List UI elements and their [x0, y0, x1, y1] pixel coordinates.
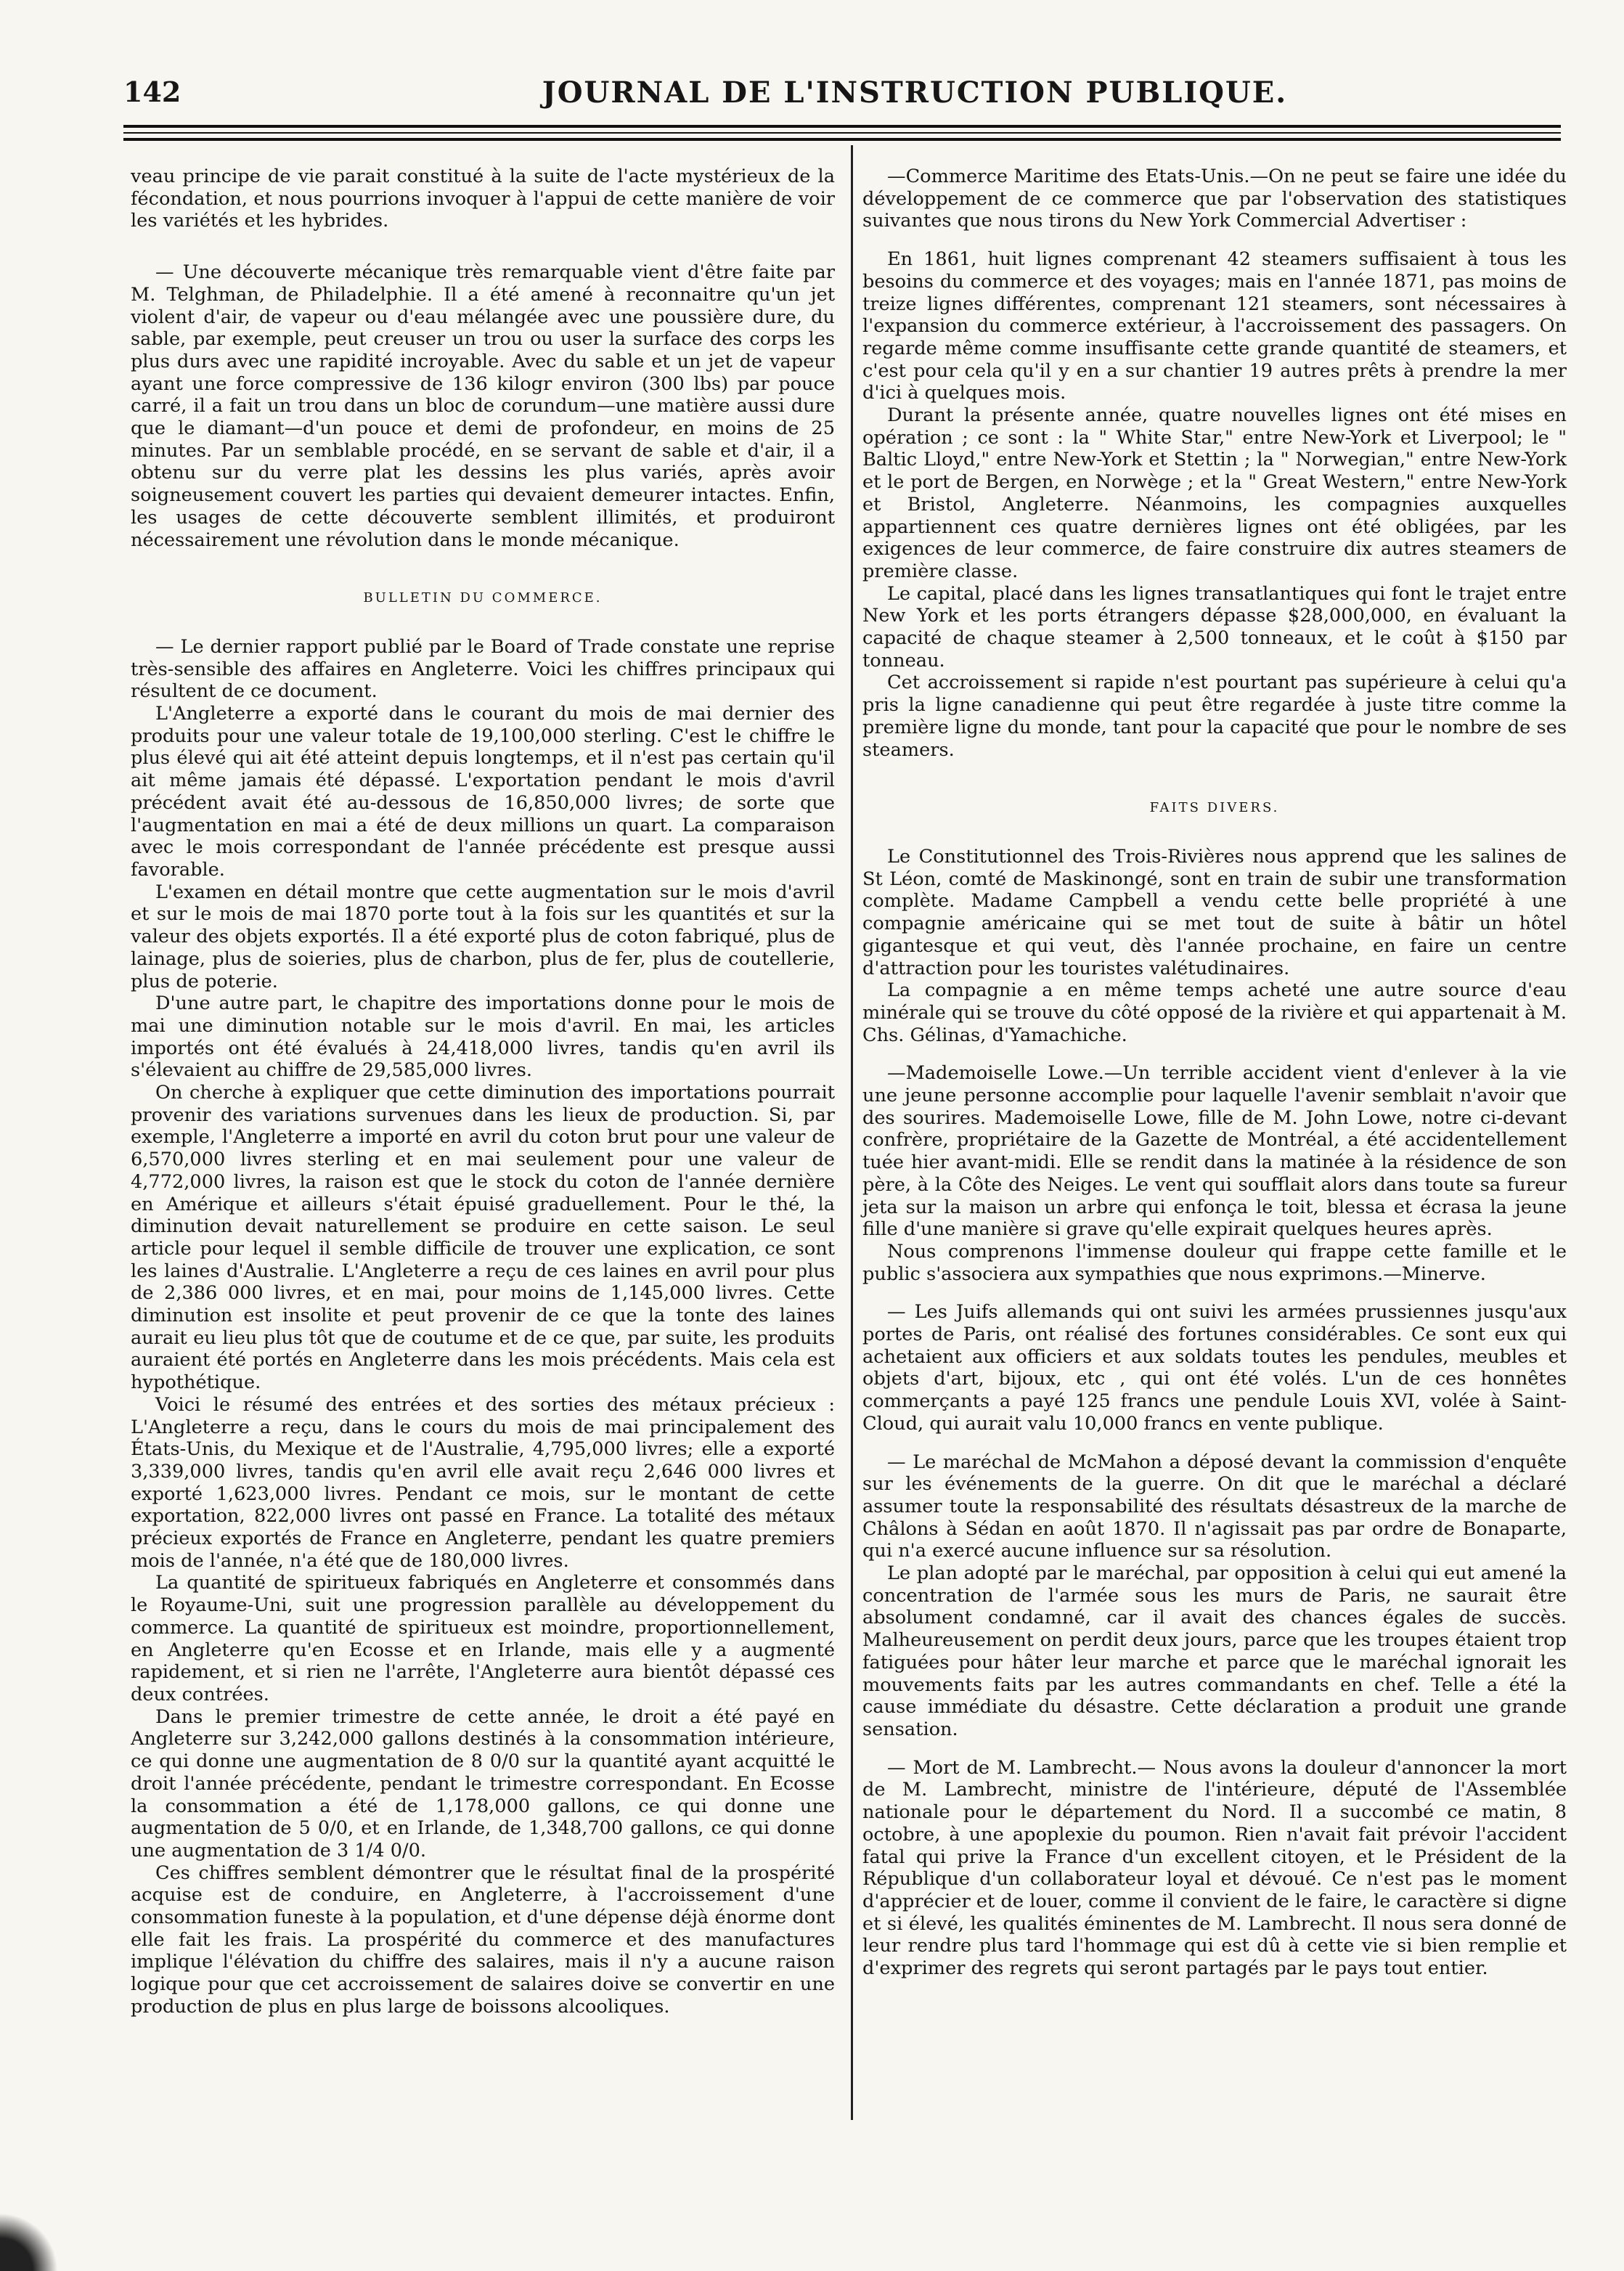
paragraph: Le Constitutionnel des Trois-Rivières nous apprend que les salines de St Léon, comté de Maskinongé, sont en train de subir une transformation complète. Madame Campbell a vendu cette belle propriété à une compagnie américaine qui se met tout de suite à bâtir un hôtel gigantesque et qui veut, dès l'année prochaine, en faire un centre d'attraction pour les touristes valétudinaires.	[862, 845, 1567, 979]
page-number: 142	[123, 76, 181, 108]
paragraph: Dans le premier trimestre de cette année, le droit a été payé en Angleterre sur 3,242,000 gallons destinés à la consommation intérieure, ce qui donne une augmentation de 8 0/0 sur la quantité ayant acquitté le droit l'année précédente, pendant le trimestre correspondant. En Ecosse la consommation a été de 1,178,000 gallons, ce qui donne une augmentation de 5 0/0, et en Irlande, de 1,348,700 gallons, ce qui donne une augmentation de 3 1/4 0/0.	[131, 1705, 835, 1862]
journal-title: JOURNAL DE L'INSTRUCTION PUBLIQUE.	[542, 76, 1288, 110]
paragraph: Le capital, placé dans les lignes transatlantiques qui font le trajet entre New York et les ports étrangers dépasse $28,000,000, en évaluant la capacité de chaque steamer à 2,500 tonneaux, et le coût à $150 par tonneau.	[862, 582, 1567, 672]
paragraph: — Le maréchal de McMahon a déposé devant la commission d'enquête sur les événements de la guerre. On dit que le maréchal a déclaré assumer toute la responsabilité des résultats désastreux de la marche de Châlons à Sédan en août 1870. Il n'agissait pas par ordre de Bonaparte, qui n'a exercé aucune influence sur sa résolution.	[862, 1451, 1567, 1562]
header-rule	[123, 125, 1561, 128]
paragraph: La quantité de spiritueux fabriqués en Angleterre et consommés dans le Royaume-Uni, suit une progression parallèle au développement du commerce. La quantité de spiritueux est moindre, proportionnellement, en Angleterre qu'en Ecosse et en Irlande, mais elle y a augmenté rapidement, et si rien ne l'arrête, l'Angleterre aura bientôt dépassé ces deux contrées.	[131, 1572, 835, 1705]
paragraph: La compagnie a en même temps acheté une autre source d'eau minérale qui se trouve du côté opposé de la rivière et qui appartenait à M. Chs. Gélinas, d'Yamachiche.	[862, 979, 1567, 1046]
right-column	[862, 166, 1567, 1980]
paragraph: —Commerce Maritime des Etats-Unis.—On ne peut se faire une idée du développement de ce commerce que par l'observation des statistiques suivantes que nous tirons du New York Commercial Advertiser :	[862, 166, 1567, 232]
paragraph: — Les Juifs allemands qui ont suivi les armées prussiennes jusqu'aux portes de Paris, ont réalisé des fortunes considérables. Ce sont eux qui achetaient aux officiers et aux soldats toutes les pendules, meubles et objets d'art, bijoux, etc , qui ont été volés. L'un de ces honnêtes commerçants a payé 125 francs une pendule Louis XVI, volée à Saint-Cloud, qui aurait valu 10,000 francs en vente publique.	[862, 1301, 1567, 1435]
paragraph: Ces chiffres semblent démontrer que le résultat final de la prospérité acquise est de conduire, en Angleterre, à l'accroissement d'une consommation funeste à la population, et d'une dépense déjà énorme dont elle fait les frais. La prospérité du commerce et des manufactures implique l'élévation du chiffre des salaires, mais il n'y a aucune raison logique pour que cet accroissement de salaires doive se convertir en une production de plus en plus large de boissons alcooliques.	[131, 1862, 835, 2018]
paragraph: — Le dernier rapport publié par le Board of Trade constate une reprise très-sensible des affaires en Angleterre. Voici les chiffres principaux qui résultent de ce document.	[131, 635, 835, 703]
paragraph: Durant la présente année, quatre nouvelles lignes ont été mises en opération ; ce sont : la " White Star," entre New-York et Liverpool; le " Baltic Lloyd," entre New-York et Stettin ; la " Norwegian," entre New-York et le port de Bergen, en Norwège ; et la " Great Western," entre New-York et Bristol, Angleterre. Néanmoins, les compagnies auxquelles appartiennent ces quatre dernières lignes ont été obligées, par les exigences de leur commerce, de faire construire dix autres steamers de première classe.	[862, 404, 1567, 582]
paragraph: Le plan adopté par le maréchal, par opposition à celui qui eut amené la concentration de l'armée sous les murs de Paris, ne saurait être absolument condamné, car il avait des chances égales de succès. Malheureusement on perdit deux jours, parce que les troupes étaient trop fatiguées pour hâter leur marche et parce que le maréchal ignorait les mouvements faits par les autres commandants en chef. Telle a été la cause immédiate du désastre. Cette déclaration a produit une grande sensation.	[862, 1562, 1567, 1740]
paragraph: Nous comprenons l'immense douleur qui frappe cette famille et le public s'associera aux sympathies que nous exprimons.—Minerve.	[862, 1240, 1567, 1285]
paragraph: — Une découverte mécanique très remarquable vient d'être faite par M. Telghman, de Philadelphie. Il a été amené à reconnaitre qu'un jet violent d'air, de vapeur ou d'eau mélangée avec une poussière dure, du sable, par exemple, peut creuser un trou ou user la surface des corps les plus durs avec une rapidité incroyable. Avec du sable et un jet de vapeur ayant une force compressive de 136 kilogr environ (300 lbs) par pouce carré, il a fait un trou dans un bloc de corundum—une matière aussi dure que le diamant—d'un pouce et demi de profondeur, en moins de 25 minutes. Par un semblable procédé, en se servant de sable et d'air, il a obtenu sur du verre plat les dessins les plus variés, après avoir soigneusement couvert les parties qui devaient demeurer intactes. Enfin, les usages de cette découverte semblent illimités, et produiront nécessairement une révolution dans le monde mécanique.	[131, 261, 835, 551]
column-divider	[851, 145, 853, 2120]
paragraph: Voici le résumé des entrées et des sorties des métaux précieux : L'Angleterre a reçu, dans le cours du mois de mai principalement des États-Unis, du Mexique et de l'Australie, 4,795,000 livres; elle a exporté 3,339,000 livres, tandis qu'en avril elle avait reçu 2,646 000 livres et exporté 1,623,000 livres. Pendant ce mois, sur le montant de cette exportation, 822,000 livres ont passé en France. La totalité des métaux précieux exportés de France en Angleterre, pendant les quatre premiers mois de l'année, n'a été que de 180,000 livres.	[131, 1393, 835, 1572]
paragraph: D'une autre part, le chapitre des importations donne pour le mois de mai une diminution notable sur le mois d'avril. En mai, les articles importés ont été évalués à 24,418,000 livres, tandis qu'en avril ils s'élevaient au chiffre de 29,585,000 livres.	[131, 992, 835, 1082]
paragraph: En 1861, huit lignes comprenant 42 steamers suffisaient à tous les besoins du commerce et des voyages; mais en l'année 1871, pas moins de treize lignes différentes, comprenant 121 steamers, sont nécessaires à l'expansion du commerce extérieur, à l'accroissement des passagers. On regarde même comme insuffisante cette grande quantité de steamers, et c'est pour cela qu'il y en a sur chantier 19 autres prêts à prendre la mer d'ici à quelques mois.	[862, 248, 1567, 404]
paragraph: — Mort de M. Lambrecht.— Nous avons la douleur d'annoncer la mort de M. Lambrecht, ministre de l'intérieure, député de l'Assemblée nationale pour le département du Nord. Il a succombé ce matin, 8 octobre, à une apoplexie du poumon. Rien n'avait fait prévoir l'accident fatal qui prive la France d'un excellent citoyen, et le Président de la République d'un collaborateur loyal et dévoué. Ce n'est pas le moment d'apprécier et de louer, comme il convient de le faire, le caractère si digne et si élevé, les qualités éminentes de M. Lambrecht. Il nous sera donné de leur rendre plus tard l'hommage qui est dû à cette vie si bien remplie et d'exprimer des regrets qui seront partagés par le pays tout entier.	[862, 1756, 1567, 1980]
section-heading: BULLETIN DU COMMERCE.	[363, 590, 603, 606]
paragraph: —Mademoiselle Lowe.—Un terrible accident vient d'enlever à la vie une jeune personne accomplie pour laquelle l'avenir semblait n'avoir que des sourires. Mademoiselle Lowe, fille de M. John Lowe, notre ci-devant confrère, propriétaire de la Gazette de Montréal, a été accidentellement tuée hier avant-midi. Elle se rendit dans la matinée à la résidence de son père, à la Côte des Neiges. Le vent qui soufflait alors dans toute sa fureur jeta sur la maison un arbre qui enfonça le toit, blessa et écrasa la jeune fille d'une manière si grave qu'elle expirait quelques heures après.	[862, 1062, 1567, 1241]
header-rule	[123, 138, 1561, 141]
paragraph: L'Angleterre a exporté dans le courant du mois de mai dernier des produits pour une valeur totale de 19,100,000 sterling. C'est le chiffre le plus élevé qui ait été atteint depuis longtemps, et il n'est pas certain qu'il ait même jamais été dépassé. L'exportation pendant le mois d'avril précédent avait été au-dessous de 16,850,000 livres; de sorte que l'augmentation en mai a été de deux millions un quart. La comparaison avec le mois correspondant de l'année précédente est presque aussi favorable.	[131, 703, 835, 881]
paragraph: On cherche à expliquer que cette diminution des importations pourrait provenir des variations survenues dans les lieux de production. Si, par exemple, l'Angleterre a importé en avril du coton brut pour une valeur de 6,570,000 livres sterling et en mai seulement pour une valeur de 4,772,000 livres, la raison est que le stock du coton de l'année dernière en Amérique et ailleurs s'était épuisé graduellement. Pour le thé, la diminution devait naturellement se produire en cette saison. Le seul article pour lequel il semble difficile de trouver une explication, ce sont les laines d'Australie. L'Angleterre a reçu de ces laines en avril pour plus de 2,386 000 livres, et en mai, pour moins de 1,145,000 livres. Cette diminution est insolite et peut provenir de ce que la tonte des laines aurait eu lieu plus tôt que de coutume et de ce que, par suite, les produits auraient été portés en Angleterre dans les mois précédents. Mais cela est hypothétique.	[131, 1082, 835, 1394]
section-heading: FAITS DIVERS.	[1149, 800, 1280, 816]
scan-blot	[0, 2213, 58, 2271]
header-rule	[123, 132, 1561, 134]
paragraph: veau principe de vie parait constitué à la suite de l'acte mystérieux de la fécondation, et nous pourrions invoquer à l'appui de cette manière de voir les variétés et les hybrides.	[131, 166, 835, 232]
paragraph: Cet accroissement si rapide n'est pourtant pas supérieure à celui qu'a pris la ligne canadienne qui peut être regardée à juste titre comme la première ligne du monde, tant pour la capacité que pour le nombre de ses steamers.	[862, 672, 1567, 761]
left-column	[131, 166, 835, 2018]
paragraph: L'examen en détail montre que cette augmentation sur le mois d'avril et sur le mois de mai 1870 porte tout à la fois sur les quantités et sur la valeur des objets exportés. Il a été exporté plus de coton fabriqué, plus de lainage, plus de soieries, plus de charbon, plus de fer, plus de coutellerie, plus de poterie.	[131, 881, 835, 992]
